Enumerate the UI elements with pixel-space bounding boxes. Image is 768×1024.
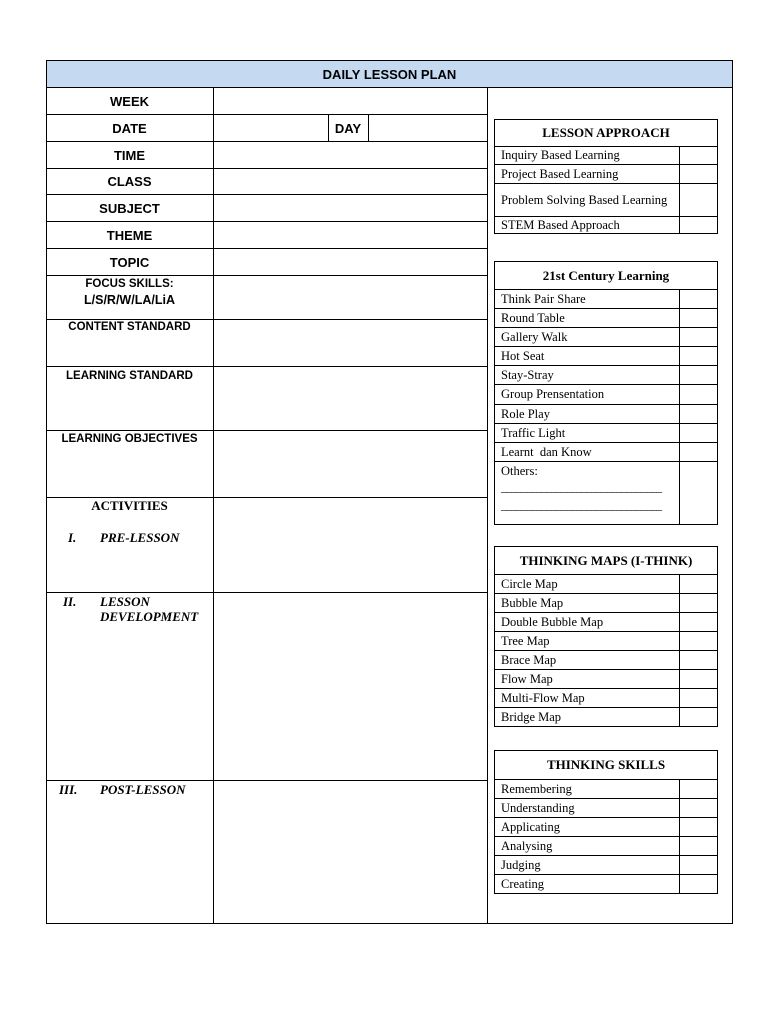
content-standard-label: CONTENT STANDARD xyxy=(68,321,191,333)
row-label: Gallery Walk xyxy=(501,329,568,344)
focus-skills-label xyxy=(46,277,213,317)
checkbox-cell[interactable] xyxy=(679,651,717,669)
row-label: Analysing xyxy=(501,838,553,853)
checkbox-cell[interactable] xyxy=(679,670,717,688)
others-cell xyxy=(495,462,679,524)
table-row xyxy=(495,385,717,405)
table-row xyxy=(495,670,717,689)
class-label: CLASS xyxy=(107,174,152,189)
checkbox-cell[interactable] xyxy=(679,290,717,308)
table-row xyxy=(495,613,717,632)
century-learning-title: 21st Century Learning xyxy=(495,262,717,290)
row-line xyxy=(46,430,487,431)
checkbox-cell[interactable] xyxy=(679,443,717,461)
week-label: WEEK xyxy=(110,93,149,109)
table-row xyxy=(495,651,717,670)
table-row xyxy=(495,424,717,443)
row-label: Think Pair Share xyxy=(501,291,586,306)
table-row xyxy=(495,856,717,875)
row-label: Role Play xyxy=(501,406,550,421)
subject-label: SUBJECT xyxy=(99,200,160,216)
others-row xyxy=(495,462,717,524)
checkbox-cell[interactable] xyxy=(679,708,717,726)
table-row xyxy=(495,594,717,613)
others-label: Others: xyxy=(501,464,538,478)
table-row xyxy=(495,632,717,651)
topic-label: TOPIC xyxy=(109,254,150,270)
checkbox-cell[interactable] xyxy=(679,799,717,817)
row-label: Group Prensentation xyxy=(501,387,605,401)
table-row xyxy=(495,443,717,462)
row-label: Creating xyxy=(501,876,545,891)
table-row xyxy=(495,837,717,856)
table-row xyxy=(495,328,717,347)
table-row xyxy=(495,217,717,233)
checkbox-cell[interactable] xyxy=(679,837,717,855)
row-label: Tree Map xyxy=(501,633,550,648)
theme-label: THEME xyxy=(106,227,153,243)
table-row xyxy=(495,165,717,184)
checkbox-cell[interactable] xyxy=(679,780,717,798)
left-col-divider xyxy=(213,88,214,924)
row-label: Bridge Map xyxy=(501,709,562,724)
lesson-development-label-2: DEVELOPMENT xyxy=(100,609,199,624)
row-label: Flow Map xyxy=(501,671,553,686)
checkbox-cell[interactable] xyxy=(679,462,717,524)
checkbox-cell[interactable] xyxy=(679,613,717,631)
row-label: Learnt dan Know xyxy=(501,444,592,459)
row-label: Multi-Flow Map xyxy=(501,690,585,705)
checkbox-cell[interactable] xyxy=(679,632,717,650)
century-learning-table xyxy=(494,261,718,525)
table-row xyxy=(495,405,717,424)
table-row xyxy=(495,708,717,726)
day-label: DAY xyxy=(334,120,362,136)
row-label: Circle Map xyxy=(501,576,558,591)
table-row xyxy=(495,184,717,217)
row-label: Bubble Map xyxy=(501,595,564,610)
table-row xyxy=(495,818,717,837)
table-row xyxy=(495,575,717,594)
checkbox-cell[interactable] xyxy=(679,818,717,836)
row-label: Remembering xyxy=(501,781,572,796)
page-title: DAILY LESSON PLAN xyxy=(46,60,733,88)
lesson-development-label-1: LESSON xyxy=(100,594,150,609)
lesson-approach-table xyxy=(494,119,718,234)
row-label: Understanding xyxy=(501,800,575,815)
row-label: Project Based Learning xyxy=(501,166,619,181)
thinking-maps-title: THINKING MAPS (I-THINK) xyxy=(495,547,717,575)
table-row xyxy=(495,309,717,328)
table-row xyxy=(495,689,717,708)
table-row xyxy=(495,366,717,385)
others-line-2[interactable]: ________________________________ xyxy=(501,498,661,512)
focus-skills-line2: L/S/R/W/LA/LiA xyxy=(84,293,175,307)
others-line-1[interactable]: ________________________________ xyxy=(501,480,661,494)
row-label: Stay-Stray xyxy=(501,367,554,382)
checkbox-cell[interactable] xyxy=(679,217,717,233)
row-line xyxy=(46,366,487,367)
pre-lesson-number: I. xyxy=(68,530,77,545)
time-label: TIME xyxy=(113,147,146,163)
checkbox-cell[interactable] xyxy=(679,147,717,164)
learning-objectives-label: LEARNING OBJECTIVES xyxy=(61,433,198,445)
date-label: DATE xyxy=(112,120,147,136)
checkbox-cell[interactable] xyxy=(679,575,717,593)
lesson-development-number: II. xyxy=(63,594,77,609)
row-label: Hot Seat xyxy=(501,348,545,363)
table-row xyxy=(495,780,717,799)
row-label: Round Table xyxy=(501,310,565,325)
checkbox-cell[interactable] xyxy=(679,405,717,423)
row-label: Double Bubble Map xyxy=(501,614,604,629)
row-label: Traffic Light xyxy=(501,425,566,440)
table-row xyxy=(495,347,717,366)
pre-lesson-label: PRE-LESSON xyxy=(100,530,180,545)
table-row xyxy=(495,799,717,818)
post-lesson-label: POST-LESSON xyxy=(100,782,186,797)
row-label: Judging xyxy=(501,857,541,872)
row-label: Applicating xyxy=(501,819,561,834)
day-value-divider xyxy=(368,115,369,142)
row-line xyxy=(46,592,487,593)
checkbox-cell[interactable] xyxy=(679,594,717,612)
row-line xyxy=(46,780,487,781)
checkbox-cell[interactable] xyxy=(679,165,717,183)
checkbox-cell[interactable] xyxy=(679,366,717,384)
checkbox-cell[interactable] xyxy=(679,875,717,893)
checkbox-cell[interactable] xyxy=(679,328,717,346)
checkbox-cell[interactable] xyxy=(679,856,717,874)
main-divider xyxy=(487,88,488,924)
checkbox-cell[interactable] xyxy=(679,385,717,404)
thinking-skills-table xyxy=(494,750,718,894)
checkbox-cell[interactable] xyxy=(679,689,717,707)
activities-heading: ACTIVITIES xyxy=(91,498,168,513)
checkbox-cell[interactable] xyxy=(679,347,717,365)
lesson-approach-title: LESSON APPROACH xyxy=(495,120,717,147)
table-row xyxy=(495,147,717,165)
post-lesson-number: III. xyxy=(59,782,78,797)
checkbox-cell[interactable] xyxy=(679,424,717,442)
row-line xyxy=(46,275,487,276)
learning-standard-label: LEARNING STANDARD xyxy=(66,370,193,382)
row-label: STEM Based Approach xyxy=(501,217,620,232)
thinking-maps-table xyxy=(494,546,718,727)
checkbox-cell[interactable] xyxy=(679,309,717,327)
focus-skills-line1: FOCUS SKILLS: xyxy=(85,278,174,290)
checkbox-cell[interactable] xyxy=(679,184,717,216)
row-label: Brace Map xyxy=(501,652,557,667)
thinking-skills-title: THINKING SKILLS xyxy=(495,751,717,780)
row-label: Problem Solving Based Learning xyxy=(501,192,668,207)
table-row xyxy=(495,290,717,309)
table-row xyxy=(495,875,717,893)
row-label: Inquiry Based Learning xyxy=(501,148,620,162)
